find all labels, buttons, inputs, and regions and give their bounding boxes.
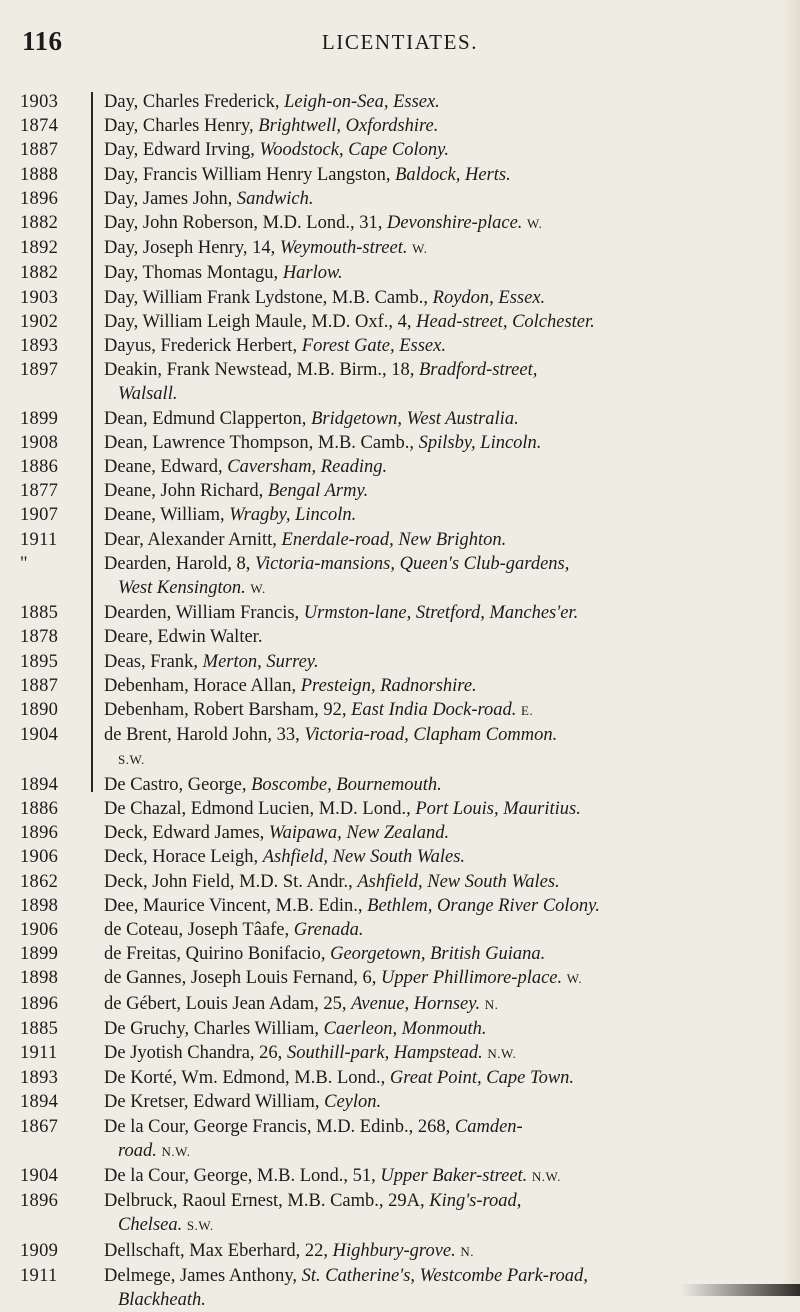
entry-text xyxy=(104,1115,772,1139)
postal-district: W. xyxy=(250,581,266,597)
entry-year: " xyxy=(20,553,28,574)
postal-district: W. xyxy=(412,241,428,257)
entry xyxy=(0,90,800,114)
entry-name-text: Deck, Horace Leigh, xyxy=(104,847,263,868)
entry-address: Camden- xyxy=(454,1116,523,1137)
entry-name-text: Deck, John Field, M.D. St. Andr., xyxy=(104,871,358,892)
postal-district: N. xyxy=(460,1243,475,1259)
entry-address: Baldock, Herts. xyxy=(395,164,511,185)
entry-address: Leigh-on-Sea, Essex. xyxy=(284,92,440,112)
entry-address: Chelsea. xyxy=(118,1215,183,1236)
postal-district: S.W. xyxy=(118,752,145,768)
entry-name-text: Deck, Edward James, xyxy=(104,823,269,844)
entry-text xyxy=(104,114,772,138)
postal-district: W. xyxy=(527,216,543,232)
entry-year: 1908 xyxy=(20,432,59,453)
entry-year: 1904 xyxy=(20,1165,59,1186)
postal-district: S.W. xyxy=(186,1218,214,1234)
entry-address: Great Point, Cape Town. xyxy=(389,1068,575,1089)
entry-address: Bethlem, Orange River Colony. xyxy=(367,895,600,916)
entry-address: Blackheath. xyxy=(118,1289,206,1310)
entry-text xyxy=(104,1239,772,1264)
page-edge-shadow xyxy=(782,0,800,1296)
entry-address: Southill-park, Hampstead. xyxy=(286,1042,483,1063)
entry-name-text: Day, John Roberson, M.D. Lond., 31, xyxy=(104,213,387,234)
entry-address: Georgetown, British Guiana. xyxy=(330,944,546,965)
entry-year: 1867 xyxy=(20,1116,59,1137)
entry-name-text: Deas, Frank, xyxy=(104,651,203,672)
entry xyxy=(0,966,800,991)
entry-text xyxy=(104,211,772,236)
entry xyxy=(0,431,800,455)
entry-address: Upper Baker-street. xyxy=(380,1165,528,1186)
entry-address: Sandwich. xyxy=(236,188,314,209)
postal-district: W. xyxy=(566,971,583,987)
entry-year: 1899 xyxy=(20,944,59,965)
postal-district: N. xyxy=(484,996,499,1012)
entry-year: 1896 xyxy=(20,188,59,209)
entry-name-text: de Freitas, Quirino Bonifacio, xyxy=(104,944,331,965)
entry xyxy=(0,211,800,236)
entry xyxy=(0,187,800,211)
entry-text xyxy=(104,286,772,310)
entry-name-text: De Kretser, Edward William, xyxy=(104,1092,325,1113)
entry xyxy=(0,286,800,310)
page-header xyxy=(0,26,800,60)
entry-text xyxy=(104,528,772,552)
entry xyxy=(0,821,800,845)
entry-address: Woodstock, Cape Colony. xyxy=(259,140,449,161)
entry-name-text: Delbruck, Raoul Ernest, M.B. Camb., 29A, xyxy=(104,1191,430,1212)
entry-name-text: Dearden, Harold, 8, xyxy=(104,553,256,574)
entry-year: 1887 xyxy=(20,140,59,161)
entry-address: Caversham, Reading. xyxy=(227,457,388,478)
entry-text xyxy=(104,1041,772,1066)
entry-name-text: De Gruchy, Charles William, xyxy=(104,1018,324,1039)
entry xyxy=(0,1066,800,1090)
postal-district: N.W. xyxy=(531,1168,561,1184)
entry-address: Merton, Surrey. xyxy=(202,651,319,672)
licentiate-list xyxy=(0,90,800,1312)
entry-name-text: de Brent, Harold John, 33, xyxy=(104,725,305,746)
entry-name-text: Dean, Lawrence Thompson, M.B. Camb., xyxy=(104,432,419,453)
entry-address: Head-street, Colchester. xyxy=(416,311,595,332)
entry-year: 1874 xyxy=(20,116,59,137)
entry-year: 1896 xyxy=(20,993,59,1014)
entry-name-text: Day, Edward Irving, xyxy=(104,140,260,161)
entry-address: Urmston-lane, Stretford, Manches'er. xyxy=(303,603,579,624)
running-head: LICENTIATES. xyxy=(321,30,479,54)
entry-text-continuation xyxy=(104,1213,772,1238)
entry-year: 1888 xyxy=(20,164,59,185)
entry xyxy=(0,674,800,698)
entry-year: 1907 xyxy=(20,505,59,526)
entry-text xyxy=(104,1090,772,1114)
entry-address: West Kensington. xyxy=(118,578,246,599)
entry xyxy=(0,942,800,966)
entry xyxy=(0,845,800,869)
entry-address: Presteign, Radnorshire. xyxy=(300,675,477,696)
entry-name-text: Debenham, Horace Allan, xyxy=(104,675,301,696)
entry xyxy=(0,479,800,503)
entry-year: 1903 xyxy=(20,92,59,112)
entry-text xyxy=(104,1189,772,1213)
entry-text-continuation xyxy=(104,576,772,601)
entry-year: 1906 xyxy=(20,847,59,868)
entry xyxy=(0,723,800,772)
entry-address: Bengal Army. xyxy=(267,481,369,502)
entry-text xyxy=(104,431,772,455)
entry-year: 1885 xyxy=(20,1018,59,1039)
entry-address: Harlow. xyxy=(282,263,343,284)
entry-year: 1902 xyxy=(20,311,59,332)
entry-text xyxy=(104,1017,772,1041)
entry-text xyxy=(104,942,772,966)
entry-name-text: de Gannes, Joseph Louis Fernand, 6, xyxy=(104,968,381,989)
entry-address: East India Dock-road. xyxy=(351,700,517,721)
entry-name-text: De Chazal, Edmond Lucien, M.D. Lond., xyxy=(104,798,416,819)
entry-name-text: Deane, William, xyxy=(104,505,230,526)
entry-text xyxy=(104,407,772,431)
page-corner-shadow xyxy=(680,1284,800,1296)
entry-name-text: Deane, Edward, xyxy=(104,457,228,478)
entry-address: Roydon, Essex. xyxy=(432,287,546,308)
entry-text xyxy=(104,236,772,261)
entry-year: 1911 xyxy=(20,1042,58,1063)
entry xyxy=(0,236,800,261)
entry-text xyxy=(104,797,772,821)
entry-name-text: de Coteau, Joseph Tâafe, xyxy=(104,919,294,940)
entry-address: St. Catherine's, Westcombe Park-road, xyxy=(301,1265,588,1286)
entry-text xyxy=(104,310,772,334)
entry-year: 1878 xyxy=(20,627,59,648)
entry-name-text: Day, James John, xyxy=(104,188,237,209)
entry-address: King's-road, xyxy=(429,1191,522,1212)
entry xyxy=(0,528,800,552)
entry-text xyxy=(104,992,772,1017)
entry-text xyxy=(104,138,772,162)
entry-address: Wragby, Lincoln. xyxy=(229,505,357,526)
entry-year: 1899 xyxy=(20,408,59,429)
entry-name-text: De Korté, Wm. Edmond, M.B. Lond., xyxy=(104,1068,390,1089)
entry-text xyxy=(104,650,772,674)
entry-name-text: Day, William Frank Lydstone, M.B. Camb., xyxy=(104,287,433,308)
entry xyxy=(0,1041,800,1066)
entry-year: 1909 xyxy=(20,1240,59,1261)
entry-name-text: Delmege, James Anthony, xyxy=(104,1265,302,1286)
entry-year: 1896 xyxy=(20,1191,59,1212)
entry-address: Waipawa, New Zealand. xyxy=(268,823,450,844)
entry-address: Bridgetown, West Australia. xyxy=(311,408,519,429)
entry-year: 1904 xyxy=(20,725,59,746)
entry-year: 1897 xyxy=(20,360,59,381)
entry-address: Walsall. xyxy=(118,384,178,405)
entry xyxy=(0,870,800,894)
entry xyxy=(0,625,800,649)
entry xyxy=(0,552,800,601)
entry-year: 1894 xyxy=(20,774,59,795)
entry-text xyxy=(104,334,772,358)
entry xyxy=(0,797,800,821)
entry-name-text: Deane, John Richard, xyxy=(104,481,268,502)
entry xyxy=(0,163,800,187)
entry xyxy=(0,1239,800,1264)
entry-text-continuation xyxy=(104,1139,772,1164)
entry-name-text: Dear, Alexander Arnitt, xyxy=(104,529,282,550)
entry xyxy=(0,261,800,285)
entry-name-text: Deakin, Frank Newstead, M.B. Birm., 18, xyxy=(104,360,419,381)
entry-year: 1886 xyxy=(20,798,59,819)
entry xyxy=(0,310,800,334)
entry-year: 1894 xyxy=(20,1092,59,1113)
entry-address: Ashfield, New South Wales. xyxy=(357,871,560,892)
entry-text xyxy=(104,674,772,698)
entry xyxy=(0,894,800,918)
entry-text xyxy=(104,552,772,576)
entry-address: Devonshire-place. xyxy=(386,213,523,234)
entry-name-text: Dellschaft, Max Eberhard, 22, xyxy=(104,1240,333,1261)
entry-address: Weymouth-street. xyxy=(279,238,408,259)
entry-text xyxy=(104,1164,772,1189)
entry-year: 1882 xyxy=(20,213,59,234)
entry-text xyxy=(104,358,772,382)
entry-address: Grenada. xyxy=(293,919,364,940)
entry-year: 1877 xyxy=(20,481,59,502)
entry xyxy=(0,455,800,479)
entry-text-continuation xyxy=(104,1288,772,1312)
entry-name-text: De la Cour, George, M.B. Lond., 51, xyxy=(104,1165,381,1186)
entry-address: Highbury-grove. xyxy=(332,1240,456,1261)
entry xyxy=(0,1164,800,1189)
entry-text xyxy=(104,821,772,845)
entry-year: 1886 xyxy=(20,457,59,478)
entry-address: Port Louis, Mauritius. xyxy=(415,798,581,819)
entry-text xyxy=(104,1066,772,1090)
entry-name-text: Deare, Edwin Walter. xyxy=(104,627,263,648)
entry-name-text: Day, Thomas Montagu, xyxy=(104,263,283,284)
entry-address: Bradford-street, xyxy=(418,360,538,381)
entry-address: Victoria-mansions, Queen's Club-gardens, xyxy=(255,553,570,574)
entry-name-text: Dearden, William Francis, xyxy=(104,603,304,624)
entry-name-text: Day, Joseph Henry, 14, xyxy=(104,238,280,259)
entry-year: 1906 xyxy=(20,919,59,940)
page-number: 116 xyxy=(22,26,63,56)
entry-address: Avenue, Hornsey. xyxy=(351,993,481,1014)
entry xyxy=(0,1017,800,1041)
entry-year: 1887 xyxy=(20,675,59,696)
entry xyxy=(0,114,800,138)
entry-text xyxy=(104,773,772,797)
entry-name-text: Dee, Maurice Vincent, M.B. Edin., xyxy=(104,895,368,916)
entry-text xyxy=(104,894,772,918)
entry-name-text: De Jyotish Chandra, 26, xyxy=(104,1042,287,1063)
entry-text xyxy=(104,261,772,285)
entry-year: 1903 xyxy=(20,287,59,308)
entry-address: Boscombe, Bournemouth. xyxy=(251,774,442,795)
entry-text xyxy=(104,698,772,723)
entry-name-text: De Castro, George, xyxy=(104,774,252,795)
entry-year: 1885 xyxy=(20,603,59,624)
entry-year: 1898 xyxy=(20,895,59,916)
entry-address: Ceylon. xyxy=(324,1092,382,1113)
entry xyxy=(0,1189,800,1238)
entry xyxy=(0,992,800,1017)
entry-text xyxy=(104,455,772,479)
entry-year: 1911 xyxy=(20,1265,58,1286)
entry-name-text: Dayus, Frederick Herbert, xyxy=(104,336,302,357)
entry-text xyxy=(104,479,772,503)
entry-year: 1896 xyxy=(20,823,59,844)
entry xyxy=(0,773,800,797)
postal-district: N.W. xyxy=(487,1045,517,1061)
entry-text xyxy=(104,503,772,527)
entry xyxy=(0,358,800,406)
entry-name-text: de Gébert, Louis Jean Adam, 25, xyxy=(104,993,352,1014)
entry-text xyxy=(104,918,772,942)
entry-text xyxy=(104,601,772,625)
entry-year: 1895 xyxy=(20,651,59,672)
entry-address: Brightwell, Oxfordshire. xyxy=(258,116,439,137)
entry-address: Spilsby, Lincoln. xyxy=(418,432,542,453)
entry-name-text: Day, Charles Henry, xyxy=(104,116,259,137)
entry xyxy=(0,138,800,162)
entry xyxy=(0,503,800,527)
entry-text xyxy=(104,723,772,747)
entry-name-text: Day, William Leigh Maule, M.D. Oxf., 4, xyxy=(104,311,417,332)
entry-text xyxy=(104,1264,772,1288)
postal-district: N.W. xyxy=(161,1143,191,1159)
entry-text xyxy=(104,90,772,114)
entry-address: Ashfield, New South Wales. xyxy=(262,847,466,868)
entry-text xyxy=(104,187,772,211)
entry-text xyxy=(104,966,772,991)
entry-year: 1882 xyxy=(20,263,59,284)
entry-text-continuation xyxy=(104,747,772,772)
entry-text xyxy=(104,163,772,187)
entry-year: 1898 xyxy=(20,968,59,989)
postal-district: E. xyxy=(521,703,534,719)
entry-name-text: Day, Francis William Henry Langston, xyxy=(104,164,396,185)
entry-year: 1862 xyxy=(20,871,59,892)
entry-year: 1893 xyxy=(20,1068,59,1089)
entry-address: road. xyxy=(118,1140,157,1161)
entry-address: Forest Gate, Essex. xyxy=(301,336,446,357)
entry-text xyxy=(104,625,772,649)
entry-year: 1892 xyxy=(20,238,59,259)
entry xyxy=(0,650,800,674)
entry-text-continuation xyxy=(104,382,772,406)
entry xyxy=(0,698,800,723)
entry-address: Upper Phillimore-place. xyxy=(380,968,563,989)
entry xyxy=(0,1090,800,1114)
entry-name-text: Day, Charles Frederick, xyxy=(104,92,285,112)
entry-address: Victoria-road, Clapham Common. xyxy=(304,725,558,746)
entry-text xyxy=(104,845,772,869)
entry-year: 1911 xyxy=(20,529,58,550)
entry xyxy=(0,601,800,625)
entry-year: 1890 xyxy=(20,700,59,721)
entry-name-text: Dean, Edmund Clapperton, xyxy=(104,408,312,429)
entry xyxy=(0,407,800,431)
entry xyxy=(0,918,800,942)
entry-text xyxy=(104,870,772,894)
entry-address: Enerdale-road, New Brighton. xyxy=(281,529,507,550)
entry-address: Caerleon, Monmouth. xyxy=(323,1018,487,1039)
entry xyxy=(0,334,800,358)
entry-name-text: Debenham, Robert Barsham, 92, xyxy=(104,700,352,721)
entry xyxy=(0,1115,800,1164)
entry-name-text: De la Cour, George Francis, M.D. Edinb., 268, xyxy=(104,1116,455,1137)
entry-year: 1893 xyxy=(20,336,59,357)
